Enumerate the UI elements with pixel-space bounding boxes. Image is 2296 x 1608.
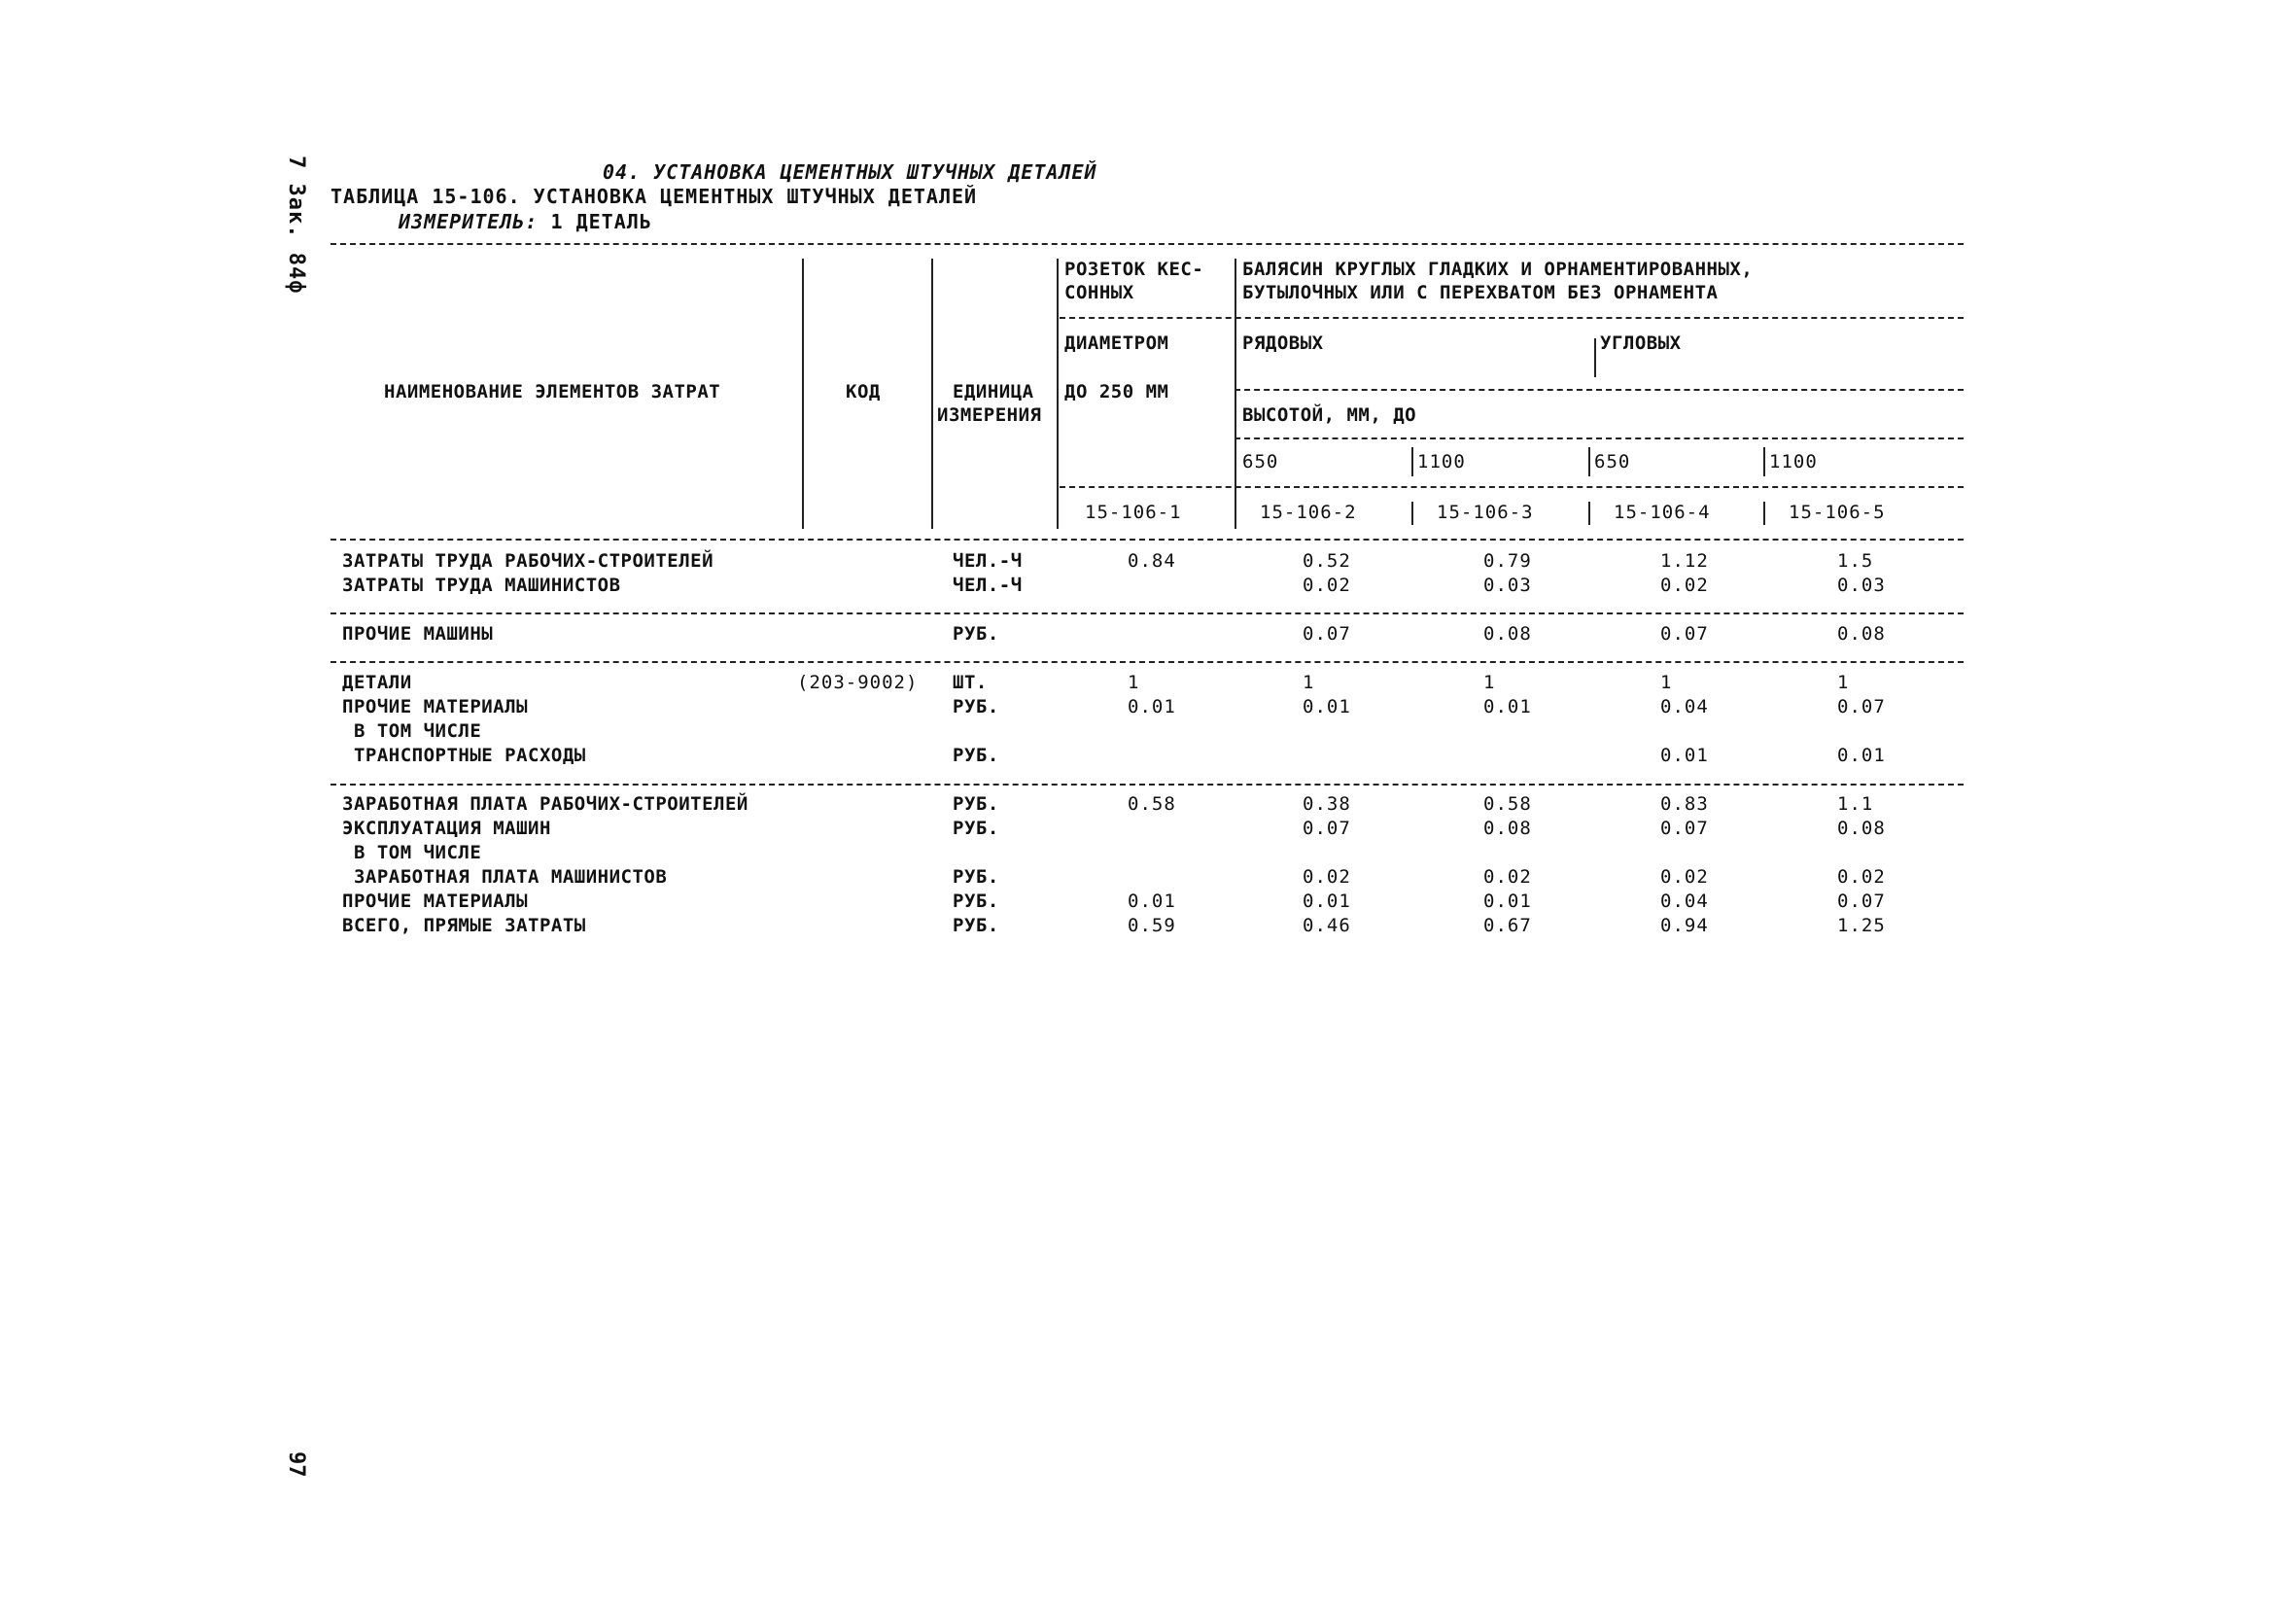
row-value: 1 bbox=[1303, 672, 1315, 693]
head-unit-line2: ИЗМЕРЕНИЯ bbox=[937, 404, 1042, 426]
head-unit-line1: ЕДИНИЦА bbox=[953, 381, 1034, 402]
row-value: 0.02 bbox=[1660, 866, 1709, 888]
row-value: 0.08 bbox=[1483, 818, 1532, 839]
row-value: 0.38 bbox=[1303, 793, 1351, 815]
head-rosette-line1: РОЗЕТОК КЕС- bbox=[1064, 259, 1204, 280]
meter-line bbox=[399, 210, 652, 233]
group-rule-3 bbox=[330, 784, 1964, 786]
row-unit: РУБ. bbox=[953, 915, 999, 936]
table-top-rule bbox=[330, 243, 1964, 245]
table-title: ТАБЛИЦА 15-106. УСТАНОВКА ЦЕМЕНТНЫХ ШТУЧНЫХ ДЕТАЛЕЙ bbox=[330, 185, 978, 208]
col-divider-corner bbox=[1594, 338, 1596, 377]
row-value: 1 bbox=[1660, 672, 1673, 693]
col-divider-baluster bbox=[1235, 259, 1236, 529]
row-name: ПРОЧИЕ МАТЕРИАЛЫ bbox=[342, 891, 529, 912]
meter-value: 1 ДЕТАЛЬ bbox=[550, 210, 652, 233]
row-value: 1 bbox=[1128, 672, 1140, 693]
row-value: 0.83 bbox=[1660, 793, 1709, 815]
row-name: ЗАТРАТЫ ТРУДА РАБОЧИХ-СТРОИТЕЛЕЙ bbox=[342, 550, 714, 572]
head-norm-code: 15-106-1 bbox=[1085, 502, 1182, 523]
col-divider-rosette bbox=[1057, 259, 1059, 529]
head-height-value: 650 bbox=[1242, 451, 1279, 472]
row-value: 0.08 bbox=[1483, 623, 1532, 645]
row-value: 1.5 bbox=[1837, 550, 1874, 572]
col-divider-code bbox=[802, 259, 804, 529]
height-divider bbox=[1588, 447, 1590, 476]
col-divider-unit bbox=[931, 259, 933, 529]
head-baluster-line1: БАЛЯСИН КРУГЛЫХ ГЛАДКИХ И ОРНАМЕНТИРОВАННЫХ, bbox=[1242, 259, 1754, 280]
head-corner-type: УГЛОВЫХ bbox=[1600, 332, 1682, 354]
header-rule-4 bbox=[1060, 486, 1964, 488]
row-value: 0.08 bbox=[1837, 623, 1886, 645]
row-name: ДЕТАЛИ bbox=[342, 672, 412, 693]
row-value: 0.02 bbox=[1303, 575, 1351, 596]
row-name: ЗАРАБОТНАЯ ПЛАТА РАБОЧИХ-СТРОИТЕЛЕЙ bbox=[342, 793, 748, 815]
row-name: В ТОМ ЧИСЛЕ bbox=[342, 720, 482, 742]
row-value: 1 bbox=[1483, 672, 1496, 693]
row-unit: РУБ. bbox=[953, 623, 999, 645]
row-name: ТРАНСПОРТНЫЕ РАСХОДЫ bbox=[342, 745, 586, 766]
code-divider bbox=[1235, 502, 1236, 525]
row-value: 0.04 bbox=[1660, 891, 1709, 912]
row-unit: РУБ. bbox=[953, 793, 999, 815]
row-value: 0.67 bbox=[1483, 915, 1532, 936]
row-unit: РУБ. bbox=[953, 866, 999, 888]
row-value: 0.52 bbox=[1303, 550, 1351, 572]
row-value: 0.07 bbox=[1837, 696, 1886, 717]
row-name: ВСЕГО, ПРЯМЫЕ ЗАТРАТЫ bbox=[342, 915, 586, 936]
row-value: 0.01 bbox=[1303, 696, 1351, 717]
header-bottom-rule bbox=[330, 539, 1964, 541]
head-rosette-line2: СОННЫХ bbox=[1064, 282, 1134, 303]
head-height-value: 1100 bbox=[1417, 451, 1466, 472]
meter-label: ИЗМЕРИТЕЛЬ: bbox=[399, 210, 539, 233]
head-row-type: РЯДОВЫХ bbox=[1242, 332, 1324, 354]
cost-table bbox=[330, 243, 1964, 962]
row-value: 1.25 bbox=[1837, 915, 1886, 936]
row-unit: ЧЕЛ.-Ч bbox=[953, 575, 1023, 596]
head-height-value: 650 bbox=[1594, 451, 1631, 472]
row-value: 0.03 bbox=[1837, 575, 1886, 596]
row-value: 0.01 bbox=[1483, 696, 1532, 717]
group-rule-1 bbox=[330, 612, 1964, 614]
row-code: (203-9002) bbox=[797, 672, 919, 693]
row-value: 0.02 bbox=[1483, 866, 1532, 888]
code-divider bbox=[1763, 502, 1765, 525]
header-rule-1 bbox=[1060, 317, 1964, 319]
row-unit: РУБ. bbox=[953, 891, 999, 912]
row-value: 0.84 bbox=[1128, 550, 1176, 572]
row-value: 0.01 bbox=[1303, 891, 1351, 912]
row-value: 0.01 bbox=[1660, 745, 1709, 766]
head-rosette-size: ДО 250 ММ bbox=[1064, 381, 1169, 402]
code-divider bbox=[1411, 502, 1413, 525]
row-value: 0.08 bbox=[1837, 818, 1886, 839]
head-height-label: ВЫСОТОЙ, ММ, ДО bbox=[1242, 404, 1417, 426]
height-divider bbox=[1411, 447, 1413, 476]
head-code: КОД bbox=[846, 381, 881, 402]
row-name: ЭКСПЛУАТАЦИЯ МАШИН bbox=[342, 818, 551, 839]
group-rule-2 bbox=[330, 661, 1964, 663]
row-unit: РУБ. bbox=[953, 745, 999, 766]
row-value: 0.79 bbox=[1483, 550, 1532, 572]
height-divider bbox=[1235, 447, 1236, 476]
row-value: 0.01 bbox=[1128, 696, 1176, 717]
row-value: 0.07 bbox=[1660, 623, 1709, 645]
head-norm-code: 15-106-2 bbox=[1260, 502, 1357, 523]
row-value: 0.94 bbox=[1660, 915, 1709, 936]
row-value: 0.01 bbox=[1128, 891, 1176, 912]
row-value: 1 bbox=[1837, 672, 1850, 693]
row-value: 0.04 bbox=[1660, 696, 1709, 717]
row-value: 0.07 bbox=[1837, 891, 1886, 912]
head-name: НАИМЕНОВАНИЕ ЭЛЕМЕНТОВ ЗАТРАТ bbox=[384, 381, 721, 402]
row-unit: ШТ. bbox=[953, 672, 988, 693]
header-rule-3 bbox=[1235, 437, 1964, 439]
row-value: 0.03 bbox=[1483, 575, 1532, 596]
head-baluster-line2: БУТЫЛОЧНЫХ ИЛИ С ПЕРЕХВАТОМ БЕЗ ОРНАМЕНТА bbox=[1242, 282, 1719, 303]
head-norm-code: 15-106-5 bbox=[1789, 502, 1886, 523]
head-norm-code: 15-106-3 bbox=[1437, 502, 1534, 523]
row-unit: ЧЕЛ.-Ч bbox=[953, 550, 1023, 572]
row-unit: РУБ. bbox=[953, 696, 999, 717]
row-value: 0.58 bbox=[1128, 793, 1176, 815]
head-height-value: 1100 bbox=[1769, 451, 1818, 472]
row-name: В ТОМ ЧИСЛЕ bbox=[342, 842, 482, 863]
row-value: 0.02 bbox=[1837, 866, 1886, 888]
order-reference: 7 Зак. 84ф bbox=[284, 156, 308, 295]
row-value: 0.59 bbox=[1128, 915, 1176, 936]
row-value: 0.07 bbox=[1660, 818, 1709, 839]
row-value: 1.1 bbox=[1837, 793, 1874, 815]
header-rule-2 bbox=[1235, 389, 1964, 391]
head-norm-code: 15-106-4 bbox=[1614, 502, 1711, 523]
row-value: 0.02 bbox=[1303, 866, 1351, 888]
row-name: ПРОЧИЕ МАТЕРИАЛЫ bbox=[342, 696, 529, 717]
row-value: 1.12 bbox=[1660, 550, 1709, 572]
row-name: ЗАТРАТЫ ТРУДА МАШИНИСТОВ bbox=[342, 575, 621, 596]
row-unit: РУБ. bbox=[953, 818, 999, 839]
row-value: 0.46 bbox=[1303, 915, 1351, 936]
row-name: ЗАРАБОТНАЯ ПЛАТА МАШИНИСТОВ bbox=[342, 866, 668, 888]
row-value: 0.01 bbox=[1837, 745, 1886, 766]
row-name: ПРОЧИЕ МАШИНЫ bbox=[342, 623, 494, 645]
row-value: 0.07 bbox=[1303, 623, 1351, 645]
row-value: 0.07 bbox=[1303, 818, 1351, 839]
height-divider bbox=[1763, 447, 1765, 476]
head-rosette-diam: ДИАМЕТРОМ bbox=[1064, 332, 1169, 354]
section-title: 04. УСТАНОВКА ЦЕМЕНТНЫХ ШТУЧНЫХ ДЕТАЛЕЙ bbox=[603, 160, 1097, 184]
row-value: 0.01 bbox=[1483, 891, 1532, 912]
row-value: 0.02 bbox=[1660, 575, 1709, 596]
page-number: 97 bbox=[284, 1451, 308, 1478]
row-value: 0.58 bbox=[1483, 793, 1532, 815]
code-divider bbox=[1588, 502, 1590, 525]
